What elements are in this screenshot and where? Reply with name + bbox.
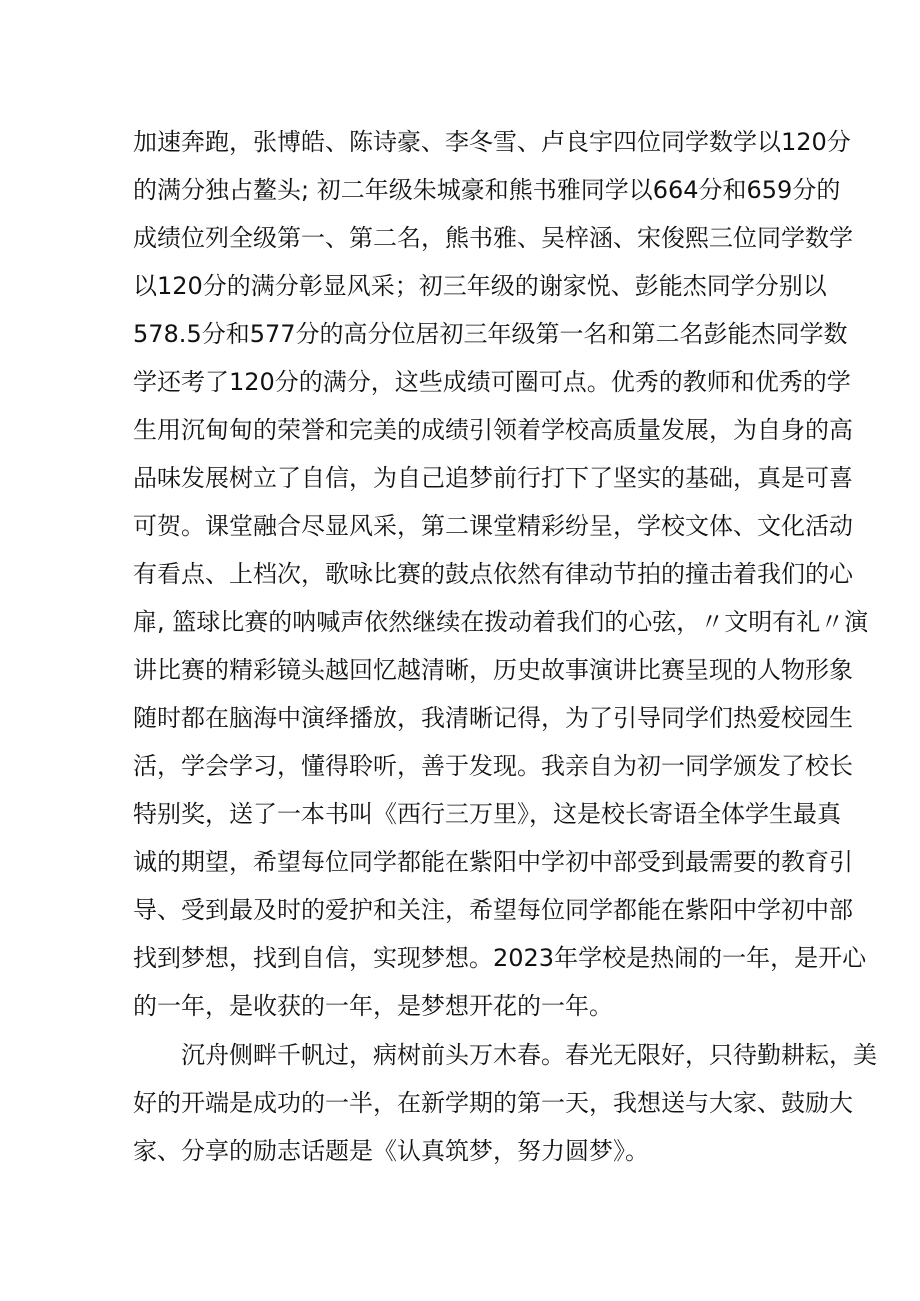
text-line: 578.5分和577分的高分位居初三年级第一名和第二名彭能杰同学数 <box>133 320 848 348</box>
paragraph-2 <box>133 1031 877 1175</box>
text-line: 诚的期望，希望每位同学都能在紫阳中学初中部受到最需要的教育引 <box>133 848 853 876</box>
text-line: 导、受到最及时的爱护和关注，希望每位同学都能在紫阳中学初中部 <box>133 896 853 924</box>
text-line: 沉舟侧畔千帆过，病树前头万木春。春光无限好，只待勤耕耘，美 <box>181 1041 877 1069</box>
text-line: 找到梦想，找到自信，实现梦想。2023年学校是热闹的一年，是开心 <box>133 944 867 972</box>
text-line: 好的开端是成功的一半，在新学期的第一天，我想送与大家、鼓励大 <box>133 1089 853 1117</box>
text-line: 讲比赛的精彩镜头越回忆越清晰，历史故事演讲比赛呈现的人物形象 <box>133 656 853 684</box>
text-line: 成绩位列全级第一、第二名，熊书雅、吴梓涵、宋俊熙三位同学数学 <box>133 224 853 252</box>
text-line: 加速奔跑，张博皓、陈诗豪、李冬雪、卢良宇四位同学数学以120分 <box>133 128 851 156</box>
text-line: 扉, 篮球比赛的呐喊声依然继续在拨动着我们的心弦，〃文明有礼〃演 <box>133 608 869 636</box>
paragraph-1 <box>133 118 869 1030</box>
text-line: 可贺。课堂融合尽显风采，第二课堂精彩纷呈，学校文体、文化活动 <box>133 512 853 540</box>
text-line: 随时都在脑海中演绎播放，我清晰记得，为了引导同学们热爱校园生 <box>133 704 853 732</box>
text-line: 以120分的满分彰显风采；初三年级的谢家悦、彭能杰同学分别以 <box>133 272 827 300</box>
text-line: 有看点、上档次，歌咏比赛的鼓点依然有律动节拍的撞击着我们的心 <box>133 560 853 588</box>
text-line: 生用沉甸甸的荣誉和完美的成绩引领着学校高质量发展，为自身的高 <box>133 416 853 444</box>
text-line: 的满分独占鳌头; 初二年级朱城豪和熊书雅同学以664分和659分的 <box>133 176 841 204</box>
text-line: 特别奖，送了一本书叫《西行三万里》，这是校长寄语全体学生最真 <box>133 800 841 828</box>
text-line: 学还考了120分的满分，这些成绩可圈可点。优秀的教师和优秀的学 <box>133 368 851 396</box>
text-line: 家、分享的励志话题是《认真筑梦，努力圆梦》。 <box>133 1137 649 1165</box>
text-line: 活，学会学习，懂得聆听，善于发现。我亲自为初一同学颁发了校长 <box>133 752 853 780</box>
text-line: 的一年，是收获的一年，是梦想开花的一年。 <box>133 992 613 1020</box>
text-line: 品味发展树立了自信，为自己追梦前行打下了坚实的基础，真是可喜 <box>133 464 853 492</box>
